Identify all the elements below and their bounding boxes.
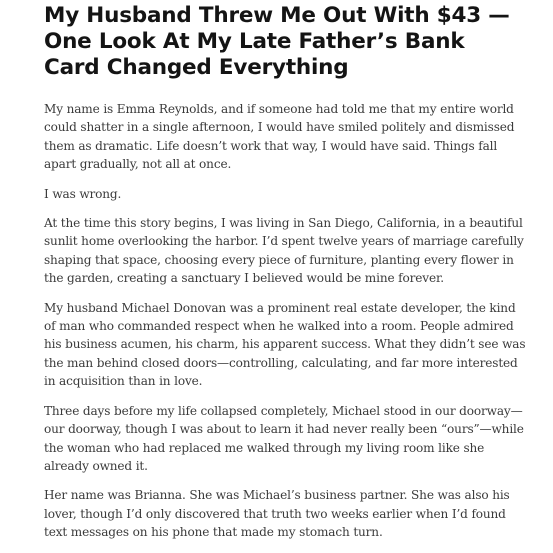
article-paragraph: Three days before my life collapsed completely, Michael stood in our doorway—our doorway, though I was about to learn it had never really been “ours”—while the woman who had replaced me walked through my living room like she already owned it. — [44, 403, 524, 473]
article-paragraph: My name is Emma Reynolds, and if someone had told me that my entire world could shatter in a single afternoon, I would have smiled politely and dismissed them as dramatic. Life doesn’t work that way, I would have said. Things fall apart gradually, not all at once. — [44, 102, 515, 172]
article-paragraph: My husband Michael Donovan was a prominent real estate developer, the kind of man who commanded respect when he walked into a room. People admired his business acumen, his charm, his apparent success. What they didn’t see was the man behind closed doors—controlling, calculating, and far more interested in acquisition than in love. — [44, 300, 526, 389]
article-body — [44, 100, 526, 542]
article-paragraph: At the time this story begins, I was living in San Diego, California, in a beautiful sunlit home overlooking the harbor. I’d spent twelve years of marriage carefully shaping that space, choosing every piece of furniture, planting every flower in the garden, creating a sanctuary I believed would be mine forever. — [44, 216, 524, 286]
article-title: My Husband Threw Me Out With $43 — One Look At My Late Father’s Bank Card Changed Everything — [44, 3, 510, 80]
article — [44, 0, 526, 553]
article-paragraph: I was wrong. — [44, 186, 122, 201]
article-paragraph: Her name was Brianna. She was Michael’s business partner. She was also his lover, though I’d only discovered that truth two weeks earlier when I’d found text messages on his phone that made my stomach turn. — [44, 488, 510, 540]
